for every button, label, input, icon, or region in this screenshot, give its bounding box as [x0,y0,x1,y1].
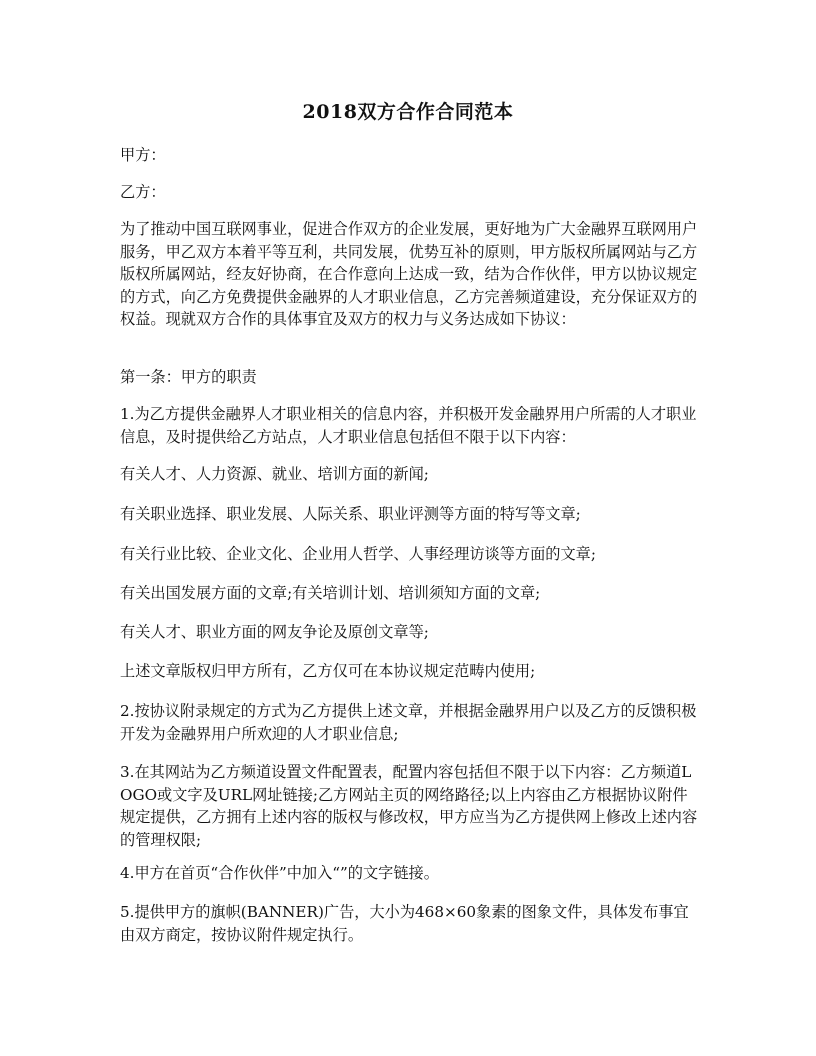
preamble-paragraph: 为了推动中国互联网事业，促进合作双方的企业发展，更好地为广大金融界互联网用户服务，甲乙双方本着平等互利，共同发展，优势互补的原则，甲方版权所属网站与乙方版权所属网站，经友好协商，在合作意向上达成一致，结为合作伙伴，甲方以协议规定的方式，向乙方免费提供金融界的人才职业信息，乙方完善频道建设，充分保证双方的权益。现就双方合作的具体事宜及双方的权力与义务达成如下协议： [120,220,698,328]
article-1-heading: 第一条：甲方的职责 [120,368,257,386]
clause-4: 4.甲方在首页“合作伙伴”中加入“”的文字链接。 [120,864,439,882]
page-title: 2018双方合作合同范本 [302,101,514,123]
clause-5: 5.提供甲方的旗帜(BANNER)广告，大小为468×60象素的图象文件，具体发布事宜由双方商定，按协议附件规定执行。 [120,903,689,944]
clause-2: 2.按协议附录规定的方式为乙方提供上述文章，并根据金融界用户以及乙方的反馈积极开发为金融界用户所欢迎的人才职业信息; [120,702,697,743]
clause-1: 1.为乙方提供金融界人才职业相关的信息内容，并积极开发金融界用户所需的人才职业信息，及时提供给乙方站点，人才职业信息包括但不限于以下内容： [120,405,697,446]
party-b-label: 乙方： [120,183,166,201]
clause-1-sub-6: 上述文章版权归甲方所有，乙方仅可在本协议规定范畴内使用; [120,662,536,680]
clause-1-sub-2: 有关职业选择、职业发展、人际关系、职业评测等方面的特写等文章; [120,505,581,523]
clause-3: 3.在其网站为乙方频道设置文件配置表，配置内容包括但不限于以下内容：乙方频道LOGO或文字及URL网址链接;乙方网站主页的网络路径;以上内容由乙方根据协议附件规定提供，乙方拥有上述内容的版权与修改权，甲方应当为乙方提供网上修改上述内容的管理权限; [120,763,698,849]
clause-1-sub-3: 有关行业比较、企业文化、企业用人哲学、人事经理访谈等方面的文章; [120,545,596,563]
clause-1-sub-1: 有关人才、人力资源、就业、培训方面的新闻; [120,465,429,483]
clause-1-sub-5: 有关人才、职业方面的网友争论及原创文章等; [120,623,429,641]
clause-1-sub-4: 有关出国发展方面的文章;有关培训计划、培训须知方面的文章; [120,584,541,602]
party-a-label: 甲方： [120,146,166,164]
